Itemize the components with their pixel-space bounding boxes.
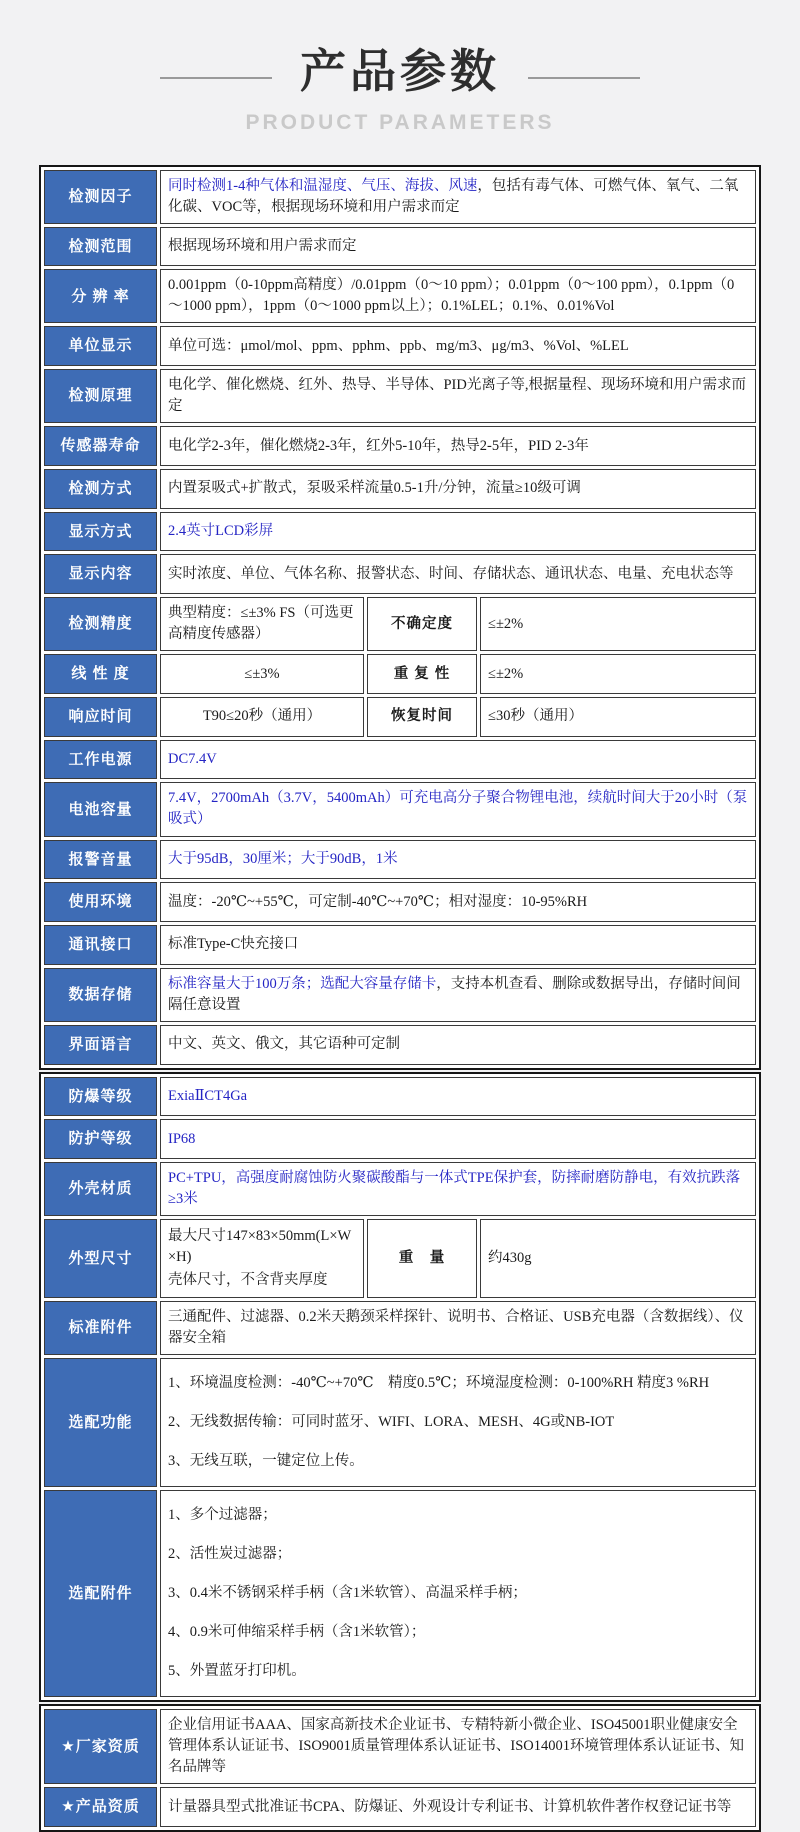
row-label: 线 性 度	[44, 654, 157, 694]
highlighted-text: ExiaⅡCT4Ga	[168, 1087, 248, 1104]
row-value	[480, 597, 756, 651]
plain-text: T90≤20秒（通用）	[202, 708, 322, 725]
row-value	[160, 740, 756, 780]
row-value	[160, 654, 364, 694]
highlighted-text: 2.4英寸LCD彩屏	[168, 523, 274, 540]
table-row	[44, 1358, 756, 1487]
plain-text: ≤±3%	[244, 665, 280, 682]
row-value	[160, 1077, 756, 1117]
table-row	[44, 269, 756, 323]
plain-text: 典型精度：≤±3% FS（可选更高精度传感器）	[168, 605, 354, 643]
plain-text: 0.001ppm（0-10ppm高精度）/0.01ppm（0～10 ppm）；0.01ppm（0～100 ppm），0.1ppm（0～1000 ppm），1ppm（0～1000 ppm以上）；0.1%LEL；0.1%、0.01%Vol	[168, 277, 735, 315]
row-label: 界面语言	[44, 1025, 157, 1065]
row-value	[160, 170, 756, 224]
row-value	[160, 426, 756, 466]
table-row	[44, 968, 756, 1022]
plain-text: 实时浓度、单位、气体名称、报警状态、时间、存储状态、通讯状态、电量、充电状态等	[168, 565, 734, 582]
row-sublabel	[367, 697, 477, 737]
row-sublabel	[367, 654, 477, 694]
row-sublabel	[367, 597, 477, 651]
table-row	[44, 369, 756, 423]
row-value	[160, 1709, 756, 1784]
row-value	[160, 840, 756, 880]
row-label: ★厂家资质	[44, 1709, 157, 1784]
table-row	[44, 882, 756, 922]
row-label: 传感器寿命	[44, 426, 157, 466]
row-label: 外型尺寸	[44, 1219, 157, 1298]
title-row	[0, 46, 800, 97]
row-sublabel	[367, 1219, 477, 1298]
highlighted-text: DC7.4V	[168, 751, 217, 768]
plain-text: 约430g	[488, 1250, 532, 1267]
row-value	[160, 326, 756, 366]
row-label: 检测精度	[44, 597, 157, 651]
row-value	[160, 1219, 364, 1298]
row-label: 检测原理	[44, 369, 157, 423]
plain-text: 不确定度	[391, 615, 453, 632]
row-value-line: 2、活性炭过滤器；	[168, 1546, 292, 1563]
row-label: 防爆等级	[44, 1077, 157, 1117]
title-left-rule	[160, 77, 272, 79]
plain-text: 重 量	[398, 1250, 446, 1267]
row-value	[160, 1358, 756, 1487]
row-label: 选配功能	[44, 1358, 157, 1487]
row-value	[160, 782, 756, 836]
row-label: ★产品资质	[44, 1787, 157, 1827]
table-row	[44, 1077, 756, 1117]
table-row	[44, 1301, 756, 1355]
table-row	[44, 326, 756, 366]
param-table-groups	[39, 165, 761, 1832]
row-label: 显示内容	[44, 554, 157, 594]
row-value-line: 4、0.9米可伸缩采样手柄（含1米软管）；	[168, 1624, 426, 1641]
row-value	[160, 227, 756, 267]
row-value	[160, 1025, 756, 1065]
plain-text: 企业信用证书AAA、国家高新技术企业证书、专精特新小微企业、ISO45001职业健康安全管理体系认证证书、ISO9001质量管理体系认证证书、ISO14001环境管理体系认证证书、知名品牌等	[168, 1717, 744, 1776]
row-value	[160, 968, 756, 1022]
row-value	[160, 1490, 756, 1697]
page-header	[0, 0, 800, 135]
table-row	[44, 469, 756, 509]
row-value	[160, 925, 756, 965]
row-value-line: 3、0.4米不锈钢采样手柄（含1米软管）、高温采样手柄；	[168, 1585, 527, 1602]
row-value	[160, 469, 756, 509]
table-row	[44, 1219, 756, 1298]
table-row	[44, 227, 756, 267]
highlighted-text: 标准容量大于100万条；选配大容量存储卡	[168, 975, 437, 992]
table-row	[44, 740, 756, 780]
row-value	[160, 369, 756, 423]
row-label: 标准附件	[44, 1301, 157, 1355]
page-subtitle: PRODUCT PARAMETERS	[245, 110, 555, 134]
table-row	[44, 1162, 756, 1216]
row-label: 检测方式	[44, 469, 157, 509]
plain-text: 计量器具型式批准证书CPA、防爆证、外观设计专利证书、计算机软件著作权登记证书等	[168, 1798, 732, 1815]
row-label: 单位显示	[44, 326, 157, 366]
table-row	[44, 597, 756, 651]
page-title: 产品参数	[300, 45, 500, 97]
highlighted-text: 7.4V，2700mAh（3.7V，5400mAh）可充电高分子聚合物锂电池，续航时间大于20小时（泵吸式）	[168, 790, 748, 828]
row-label: 选配附件	[44, 1490, 157, 1697]
row-label: 工作电源	[44, 740, 157, 780]
row-label: 报警音量	[44, 840, 157, 880]
row-value	[160, 597, 364, 651]
row-value	[160, 697, 364, 737]
row-label: 数据存储	[44, 968, 157, 1022]
table-row	[44, 1709, 756, 1784]
table-row	[44, 1025, 756, 1065]
table-row	[44, 697, 756, 737]
row-value-line: 最大尺寸147×83×50mm(L×W×H)	[168, 1228, 352, 1266]
param-table-group-2	[39, 1072, 761, 1703]
row-value-line: 壳体尺寸，不含背夹厚度	[168, 1272, 328, 1289]
plain-text: ，包括有毒气体、可燃气体、氧气、二氧化碳、VOC等，根据现场环境和用户需求而定	[168, 177, 739, 215]
table-row	[44, 512, 756, 552]
plain-text: 电化学2-3年，催化燃烧2-3年，红外5-10年，热导2-5年，PID 2-3年	[168, 437, 589, 454]
row-label: 检测因子	[44, 170, 157, 224]
highlighted-text: 同时检测1-4种气体和温湿度、气压、海拔、风速	[168, 177, 478, 194]
row-label: 通讯接口	[44, 925, 157, 965]
row-label: 使用环境	[44, 882, 157, 922]
row-value	[480, 654, 756, 694]
table-row	[44, 782, 756, 836]
row-value-line: 2、无线数据传输：可同时蓝牙、WIFI、LORA、MESH、4G或NB-IOT	[168, 1414, 615, 1431]
row-value-line: 1、环境温度检测：-40℃~+70℃ 精度0.5℃；环境湿度检测：0-100%RH 精度3 %RH	[168, 1375, 710, 1392]
row-value-line: 5、外置蓝牙打印机。	[168, 1663, 306, 1680]
row-value	[160, 1301, 756, 1355]
plain-text: 内置泵吸式+扩散式，泵吸采样流量0.5-1升/分钟，流量≥10级可调	[168, 480, 581, 497]
row-value	[160, 269, 756, 323]
row-label: 显示方式	[44, 512, 157, 552]
row-value	[160, 1119, 756, 1159]
table-row	[44, 426, 756, 466]
plain-text: ≤±2%	[488, 615, 524, 632]
row-value-line: 1、多个过滤器；	[168, 1507, 277, 1524]
highlighted-text: 大于95dB，30厘米；大于90dB，1米	[168, 850, 398, 867]
plain-text: 根据现场环境和用户需求而定	[168, 237, 357, 254]
highlighted-text: IP68	[168, 1130, 196, 1147]
row-label: 防护等级	[44, 1119, 157, 1159]
row-value	[480, 697, 756, 737]
plain-text: ，支持本机查看、删除或数据导出，存储时间间隔任意设置	[168, 975, 741, 1013]
row-value	[160, 1162, 756, 1216]
plain-text: 重 复 性	[393, 665, 451, 682]
row-value	[160, 1787, 756, 1827]
table-row	[44, 840, 756, 880]
row-label: 检测范围	[44, 227, 157, 267]
row-label: 电池容量	[44, 782, 157, 836]
table-row	[44, 1490, 756, 1697]
row-value	[160, 512, 756, 552]
param-table-group-3	[39, 1704, 761, 1832]
table-row	[44, 554, 756, 594]
table-row	[44, 1787, 756, 1827]
table-row	[44, 1119, 756, 1159]
table-row	[44, 170, 756, 224]
table-row	[44, 925, 756, 965]
row-label: 响应时间	[44, 697, 157, 737]
row-value-line: 3、无线互联，一键定位上传。	[168, 1453, 364, 1470]
plain-text: 标准Type-C快充接口	[168, 936, 299, 953]
row-value	[160, 554, 756, 594]
row-label: 分 辨 率	[44, 269, 157, 323]
plain-text: ≤30秒（通用）	[488, 708, 583, 725]
param-table-group-1	[39, 165, 761, 1070]
row-value	[160, 882, 756, 922]
plain-text: 电化学、催化燃烧、红外、热导、半导体、PID光离子等,根据量程、现场环境和用户需求而定	[168, 377, 746, 415]
title-right-rule	[528, 77, 640, 79]
row-value	[480, 1219, 756, 1298]
highlighted-text: PC+TPU，高强度耐腐蚀防火聚碳酸酯与一体式TPE保护套，防摔耐磨防静电，有效抗跌落≥3米	[168, 1170, 741, 1208]
plain-text: 恢复时间	[391, 708, 453, 725]
plain-text: 中文、英文、俄文，其它语种可定制	[168, 1036, 400, 1053]
row-label: 外壳材质	[44, 1162, 157, 1216]
plain-text: 温度：-20℃~+55℃，可定制-40℃~+70℃；相对湿度：10-95%RH	[168, 893, 588, 910]
plain-text: ≤±2%	[488, 665, 524, 682]
table-row	[44, 654, 756, 694]
plain-text: 三通配件、过滤器、0.2米天鹅颈采样探针、说明书、合格证、USB充电器（含数据线）、仪器安全箱	[168, 1309, 744, 1347]
plain-text: 单位可选：μmol/mol、ppm、pphm、ppb、mg/m3、μg/m3、%Vol、%LEL	[168, 337, 629, 354]
